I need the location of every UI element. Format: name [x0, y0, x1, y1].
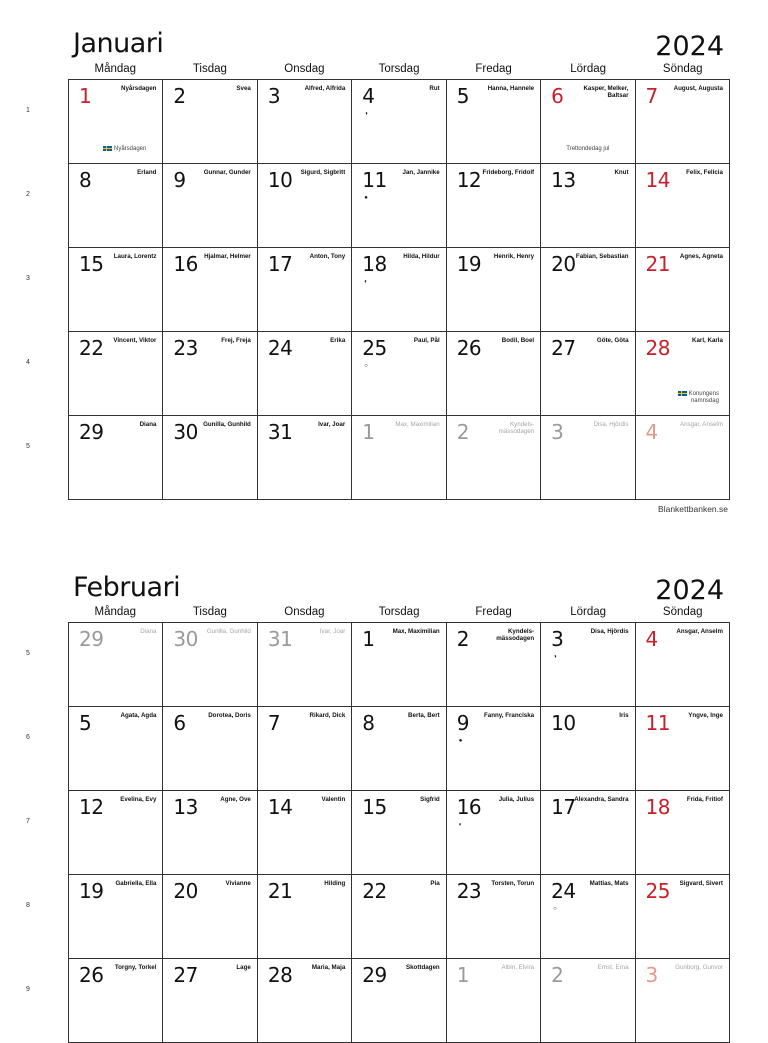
name-day: Gunilla, Gunhild — [206, 628, 251, 635]
swedish-flag-icon — [678, 391, 687, 396]
day-cell[interactable] — [352, 332, 446, 416]
day-number: 12 — [79, 795, 104, 819]
day-number: 17 — [551, 795, 576, 819]
weekday-label: Måndag — [94, 63, 137, 75]
swedish-flag-icon — [103, 146, 112, 151]
day-cell[interactable] — [541, 416, 635, 500]
day-cell[interactable] — [69, 416, 163, 500]
day-number: 20 — [551, 252, 576, 276]
day-cell[interactable] — [636, 332, 730, 416]
name-day: Kyndels-mässodagen — [498, 421, 535, 435]
name-day: Ivar, Joar — [319, 628, 346, 635]
day-number: 5 — [456, 84, 469, 108]
week-row — [69, 791, 730, 875]
weekday-label: Fredag — [475, 606, 512, 618]
name-day: Knut — [614, 169, 629, 176]
day-cell[interactable] — [447, 707, 541, 791]
moon-phase-icon: ◐ — [364, 279, 368, 285]
day-number: 13 — [173, 795, 198, 819]
day-cell[interactable] — [447, 875, 541, 959]
day-cell[interactable] — [163, 248, 257, 332]
weekday-label: Tisdag — [192, 63, 227, 75]
name-day: Frideborg, Fridolf — [482, 169, 535, 176]
day-number: 13 — [551, 168, 576, 192]
day-number: 4 — [362, 84, 375, 108]
name-day: Torsten, Torun — [491, 880, 535, 887]
day-number: 9 — [456, 711, 469, 735]
day-number: 6 — [173, 711, 186, 735]
name-day: Gunborg, Gunvor — [675, 964, 723, 971]
day-number: 3 — [551, 420, 564, 444]
day-number: 1 — [362, 627, 375, 651]
moon-phase-icon: ○ — [364, 363, 368, 369]
day-number: 2 — [173, 84, 186, 108]
day-number: 6 — [551, 84, 564, 108]
week-number: 4 — [26, 359, 30, 366]
weekday-label: Lördag — [570, 606, 607, 618]
day-number: 3 — [551, 627, 564, 651]
week-number: 8 — [26, 902, 30, 909]
week-number: 6 — [26, 734, 30, 741]
day-cell[interactable] — [258, 791, 352, 875]
weekday-label: Tisdag — [192, 606, 227, 618]
day-cell[interactable] — [163, 791, 257, 875]
weekday-label: Fredag — [475, 63, 512, 75]
week-number: 3 — [26, 275, 30, 282]
name-day: Diana — [139, 421, 157, 428]
name-day: Erland — [137, 169, 157, 176]
day-cell[interactable] — [163, 707, 257, 791]
name-day: Jan, Jannike — [402, 169, 440, 176]
name-day: Evelina, Evy — [120, 796, 157, 803]
day-cell[interactable] — [258, 248, 352, 332]
day-cell[interactable] — [69, 959, 163, 1043]
week-row — [69, 959, 730, 1043]
name-day: Rut — [429, 85, 440, 92]
day-number: 7 — [267, 711, 281, 735]
day-cell[interactable] — [447, 791, 541, 875]
name-day: August, Augusta — [673, 85, 723, 92]
day-number: 7 — [645, 84, 658, 108]
holiday-text: Trettondedag jul — [566, 146, 610, 152]
day-number: 29 — [79, 420, 104, 444]
week-row — [69, 416, 730, 500]
name-day: Hanna, Hannele — [487, 85, 535, 92]
name-day: Erika — [330, 337, 346, 344]
holiday-text: Konungens namnsdag — [688, 391, 719, 404]
name-day: Albin, Elvira — [501, 964, 535, 971]
day-cell[interactable] — [258, 623, 352, 707]
name-day: Anton, Tony — [309, 253, 346, 260]
month-title: Januari — [73, 28, 164, 59]
day-number: 23 — [456, 879, 482, 903]
day-cell[interactable] — [69, 80, 163, 164]
day-cell[interactable] — [258, 416, 352, 500]
day-number: 25 — [362, 336, 387, 360]
day-number: 30 — [173, 627, 198, 651]
day-cell[interactable] — [447, 248, 541, 332]
week-row — [69, 623, 730, 707]
name-day: Fabian, Sebastian — [575, 253, 629, 260]
day-number: 15 — [362, 795, 387, 819]
name-day: Agata, Agda — [120, 712, 157, 719]
day-cell[interactable] — [447, 623, 541, 707]
moon-phase-icon: ○ — [553, 906, 557, 912]
name-day: Sigfrid — [420, 796, 440, 803]
day-cell[interactable] — [447, 164, 541, 248]
day-number: 4 — [645, 627, 658, 651]
day-number: 22 — [362, 879, 387, 903]
day-cell[interactable] — [636, 791, 730, 875]
day-cell[interactable] — [541, 80, 635, 164]
day-number: 30 — [173, 420, 198, 444]
day-cell[interactable] — [163, 416, 257, 500]
day-cell[interactable] — [352, 707, 446, 791]
day-cell[interactable] — [541, 707, 635, 791]
name-day: Sigurd, Sigbritt — [300, 169, 346, 176]
day-number: 15 — [79, 252, 104, 276]
day-cell[interactable] — [163, 80, 257, 164]
week-number: 2 — [26, 191, 30, 198]
name-day: Laura, Lorentz — [113, 253, 157, 260]
name-day: Diana — [140, 628, 157, 635]
moon-phase-icon: ● — [364, 195, 368, 201]
day-number: 20 — [173, 879, 198, 903]
day-cell[interactable] — [541, 164, 635, 248]
holiday-text: Nyårsdagen — [114, 146, 147, 152]
calendar-grid — [68, 79, 730, 500]
week-number: 9 — [26, 986, 30, 993]
name-day: Fanny, Franciska — [484, 712, 535, 719]
day-number: 8 — [79, 168, 92, 192]
day-cell[interactable] — [163, 164, 257, 248]
day-number: 16 — [456, 795, 482, 819]
name-day: Mattias, Mats — [589, 880, 629, 887]
day-cell[interactable] — [352, 623, 446, 707]
name-day: Hilda, Hildur — [403, 253, 440, 260]
day-cell[interactable] — [636, 164, 730, 248]
day-number: 27 — [173, 963, 198, 987]
day-number: 5 — [79, 711, 92, 735]
day-cell[interactable] — [636, 416, 730, 500]
name-day: Nyårsdagen — [121, 85, 157, 92]
week-number: 7 — [26, 818, 30, 825]
day-number: 21 — [645, 252, 670, 276]
weekday-header-row — [68, 605, 730, 619]
day-number: 31 — [267, 627, 293, 651]
name-day: Skottdagen — [405, 964, 440, 971]
day-number: 11 — [362, 168, 387, 192]
day-cell[interactable] — [352, 959, 446, 1043]
day-cell[interactable] — [258, 707, 352, 791]
name-day: Henrik, Henry — [493, 253, 535, 260]
day-cell[interactable] — [163, 332, 257, 416]
holiday-label — [664, 391, 719, 405]
footer-credit[interactable]: Blankettbanken.se — [658, 504, 728, 514]
day-number: 1 — [79, 84, 92, 108]
day-number: 3 — [645, 963, 658, 987]
week-number: 1 — [26, 107, 30, 114]
name-day: Vivianne — [225, 880, 251, 887]
weekday-label: Söndag — [662, 606, 703, 618]
name-day: Gunnar, Gunder — [203, 169, 251, 176]
day-cell[interactable] — [541, 332, 635, 416]
name-day: Max, Maximilian — [392, 628, 440, 635]
holiday-label — [541, 146, 634, 153]
day-cell[interactable] — [541, 791, 635, 875]
week-row — [69, 164, 730, 248]
day-number: 12 — [456, 168, 482, 192]
name-day: Sigvard, Sivert — [679, 880, 723, 887]
name-day: Torgny, Torkel — [114, 964, 157, 971]
name-day: Felix, Felicia — [686, 169, 723, 176]
day-number: 1 — [362, 420, 375, 444]
day-cell[interactable] — [258, 332, 352, 416]
day-number: 2 — [456, 420, 469, 444]
name-day: Max, Maximilian — [395, 421, 440, 428]
weekday-label: Söndag — [662, 63, 703, 75]
name-day: Berta, Bert — [408, 712, 440, 719]
name-day: Disa, Hjördis — [593, 421, 629, 428]
day-cell[interactable] — [163, 623, 257, 707]
name-day: Svea — [236, 85, 251, 92]
day-cell[interactable] — [447, 332, 541, 416]
name-day: Lage — [236, 964, 251, 971]
holiday-label — [103, 146, 146, 153]
name-day: Julia, Julius — [498, 796, 535, 803]
day-cell[interactable] — [541, 248, 635, 332]
day-cell[interactable] — [447, 416, 541, 500]
day-number: 11 — [645, 711, 670, 735]
day-number: 3 — [267, 84, 281, 108]
day-cell[interactable] — [69, 791, 163, 875]
day-cell[interactable] — [69, 164, 163, 248]
day-number: 2 — [456, 627, 469, 651]
weekday-label: Onsdag — [284, 63, 325, 75]
name-day: Agne, Ove — [220, 796, 251, 803]
day-cell[interactable] — [636, 959, 730, 1043]
day-number: 2 — [551, 963, 564, 987]
name-day: Iris — [619, 712, 629, 719]
name-day: Yngve, Inge — [688, 712, 723, 719]
day-number: 24 — [267, 336, 293, 360]
name-day: Hilding — [324, 880, 346, 887]
name-day: Maria, Maja — [311, 964, 346, 971]
day-cell[interactable] — [258, 164, 352, 248]
day-cell[interactable] — [352, 248, 446, 332]
day-number: 29 — [79, 627, 104, 651]
week-row — [69, 332, 730, 416]
name-day: Ansgar, Anselm — [679, 421, 723, 428]
day-cell[interactable] — [69, 875, 163, 959]
name-day: Ivar, Joar — [318, 421, 346, 428]
day-cell[interactable] — [258, 959, 352, 1043]
day-cell[interactable] — [352, 791, 446, 875]
day-number: 27 — [551, 336, 576, 360]
day-number: 14 — [645, 168, 670, 192]
day-cell[interactable] — [69, 332, 163, 416]
day-number: 28 — [267, 963, 293, 987]
name-day: Alfred, Alfrida — [304, 85, 346, 92]
day-cell[interactable] — [541, 959, 635, 1043]
day-number: 25 — [645, 879, 670, 903]
day-number: 26 — [79, 963, 104, 987]
weekday-label: Lördag — [570, 63, 607, 75]
day-cell[interactable] — [258, 875, 352, 959]
week-number: 5 — [26, 443, 30, 450]
name-day: Agnes, Agneta — [679, 253, 723, 260]
weekday-header-row — [68, 62, 730, 76]
calendar-grid — [68, 622, 730, 1043]
day-number: 1 — [456, 963, 469, 987]
day-cell[interactable] — [636, 875, 730, 959]
day-cell[interactable] — [447, 959, 541, 1043]
day-cell[interactable] — [69, 623, 163, 707]
week-row — [69, 80, 730, 164]
day-number: 17 — [267, 252, 293, 276]
day-cell[interactable] — [636, 80, 730, 164]
day-number: 22 — [79, 336, 104, 360]
day-cell[interactable] — [69, 707, 163, 791]
day-cell[interactable] — [163, 959, 257, 1043]
year-title: 2024 — [655, 31, 724, 62]
day-cell[interactable] — [258, 80, 352, 164]
week-row — [69, 707, 730, 791]
day-number: 4 — [645, 420, 658, 444]
name-day: Kasper, Melker, Baltsar — [583, 85, 629, 99]
name-day: Disa, Hjördis — [590, 628, 629, 635]
name-day: Frida, Fritiof — [686, 796, 723, 803]
name-day: Kyndels-mässodagen — [496, 628, 535, 642]
day-number: 19 — [79, 879, 104, 903]
week-row — [69, 875, 730, 959]
day-number: 24 — [551, 879, 576, 903]
moon-phase-icon: ● — [458, 738, 463, 744]
year-title: 2024 — [655, 575, 724, 606]
moon-phase-icon: ◑ — [364, 111, 368, 117]
moon-phase-icon: ◑ — [553, 654, 557, 660]
name-day: Alexandra, Sandra — [574, 796, 629, 803]
day-cell[interactable] — [163, 875, 257, 959]
name-day: Pia — [430, 880, 440, 887]
name-day: Gabriella, Ella — [115, 880, 157, 887]
day-number: 21 — [267, 879, 293, 903]
day-cell[interactable] — [636, 623, 730, 707]
day-cell[interactable] — [541, 875, 635, 959]
day-cell[interactable] — [447, 80, 541, 164]
day-number: 19 — [456, 252, 482, 276]
day-number: 23 — [173, 336, 198, 360]
day-number: 10 — [267, 168, 293, 192]
day-number: 10 — [551, 711, 576, 735]
day-number: 16 — [173, 252, 198, 276]
name-day: Göte, Göta — [596, 337, 629, 344]
day-number: 18 — [645, 795, 670, 819]
day-number: 26 — [456, 336, 482, 360]
day-number: 18 — [362, 252, 387, 276]
name-day: Paul, Pål — [413, 337, 440, 344]
day-number: 9 — [173, 168, 186, 192]
name-day: Dorotea, Doris — [208, 712, 251, 719]
day-number: 8 — [362, 711, 375, 735]
day-cell[interactable] — [352, 416, 446, 500]
day-cell[interactable] — [352, 164, 446, 248]
name-day: Bodil, Boel — [501, 337, 535, 344]
day-cell[interactable] — [636, 707, 730, 791]
name-day: Vincent, Viktor — [113, 337, 157, 344]
week-row — [69, 248, 730, 332]
weekday-label: Onsdag — [284, 606, 325, 618]
week-number: 5 — [26, 650, 30, 657]
day-number: 28 — [645, 336, 670, 360]
month-title: Februari — [73, 572, 181, 603]
day-cell[interactable] — [636, 248, 730, 332]
name-day: Karl, Karla — [692, 337, 723, 344]
name-day: Ernst, Erna — [597, 964, 629, 971]
name-day: Gunilla, Gunhild — [203, 421, 251, 428]
day-number: 14 — [267, 795, 293, 819]
name-day: Ansgar, Anselm — [676, 628, 723, 635]
name-day: Valentin — [321, 796, 346, 803]
weekday-label: Måndag — [94, 606, 137, 618]
day-number: 31 — [267, 420, 293, 444]
day-cell[interactable] — [541, 623, 635, 707]
name-day: Frej, Freja — [221, 337, 251, 344]
day-cell[interactable] — [69, 248, 163, 332]
name-day: Hjalmar, Helmer — [204, 253, 251, 260]
day-cell[interactable] — [352, 875, 446, 959]
weekday-label: Torsdag — [378, 63, 420, 75]
name-day: Rikard, Dick — [309, 712, 346, 719]
day-cell[interactable] — [352, 80, 446, 164]
weekday-label: Torsdag — [378, 606, 420, 618]
day-number: 29 — [362, 963, 387, 987]
moon-phase-icon: ◐ — [458, 822, 463, 828]
